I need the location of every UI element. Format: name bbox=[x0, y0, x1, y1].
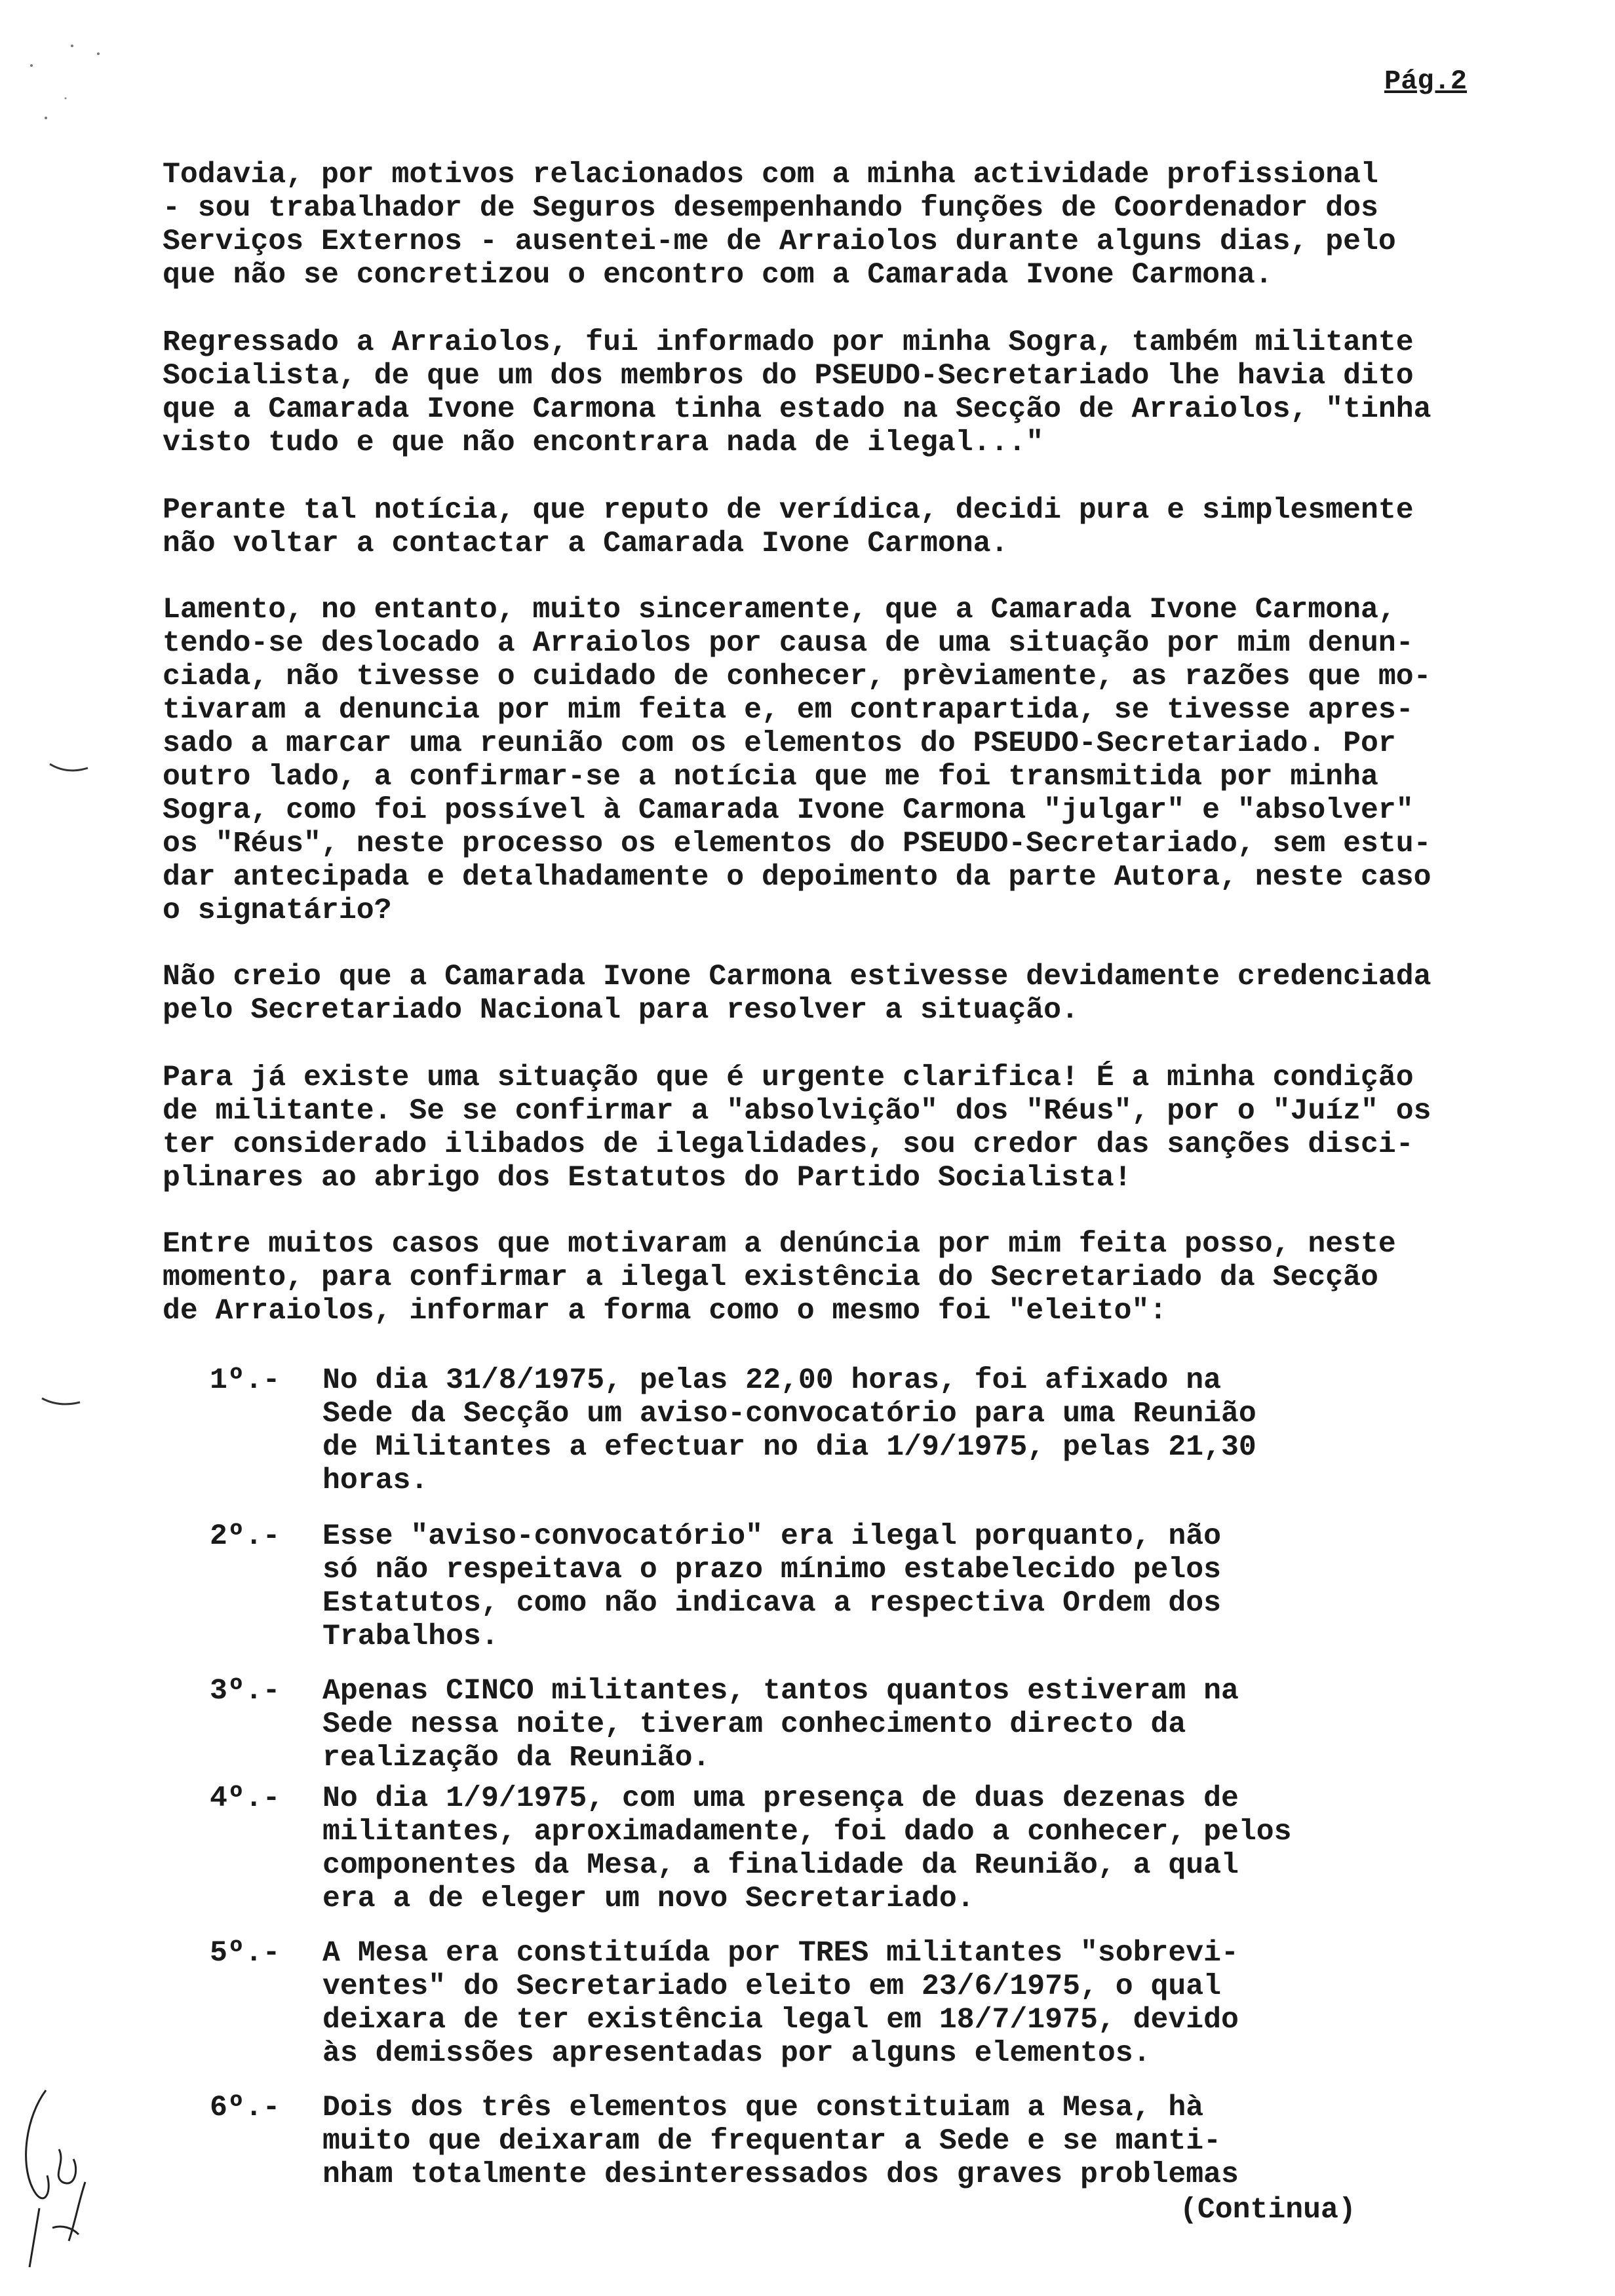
paragraph-4 bbox=[163, 594, 1578, 928]
paragraph-line: não voltar a contactar a Camarada Ivone Carmona. bbox=[163, 527, 1009, 560]
item-line: de Militantes a efectuar no dia 1/9/1975, pelas 21,30 bbox=[322, 1431, 1256, 1464]
paragraph-7 bbox=[163, 1228, 1578, 1328]
item-line: Sede da Secção um aviso-convocatório para uma Reunião bbox=[322, 1398, 1256, 1430]
paragraph-line: de Arraiolos, informar a forma como o mesmo foi "eleito": bbox=[163, 1295, 1167, 1328]
item-line: era a de eleger um novo Secretariado. bbox=[322, 1883, 975, 1915]
item-line: Estatutos, como não indicava a respectiva Ordem dos bbox=[322, 1587, 1222, 1620]
margin-tick-mark bbox=[39, 1392, 85, 1411]
margin-tick-mark bbox=[47, 759, 93, 778]
paragraph-6 bbox=[163, 1062, 1578, 1195]
item-number: 2º.- bbox=[210, 1520, 281, 1553]
paragraph-line: os "Réus", neste processo os elementos do PSEUDO-Secretariado, sem estu- bbox=[163, 828, 1431, 860]
paragraph-line: sado a marcar uma reunião com os elementos do PSEUDO-Secretariado. Por bbox=[163, 727, 1396, 760]
paragraph-line: que não se concretizou o encontro com a Camarada Ivone Carmona. bbox=[163, 259, 1273, 292]
item-line: No dia 31/8/1975, pelas 22,00 horas, foi afixado na bbox=[322, 1364, 1222, 1397]
paragraph-3 bbox=[163, 494, 1578, 561]
continued-note: (Continua) bbox=[1180, 2194, 1356, 2227]
paragraph-line: momento, para confirmar a ilegal existência do Secretariado da Secção bbox=[163, 1261, 1378, 1294]
item-number: 3º.- bbox=[210, 1675, 281, 1708]
paragraph-line: plinares ao abrigo dos Estatutos do Partido Socialista! bbox=[163, 1162, 1132, 1195]
paragraph-line: Regressado a Arraiolos, fui informado por minha Sogra, também militante bbox=[163, 326, 1414, 359]
paragraph-line: visto tudo e que não encontrara nada de ilegal..." bbox=[163, 427, 1044, 459]
paragraph-line: dar antecipada e detalhadamente o depoimento da parte Autora, neste caso bbox=[163, 861, 1431, 894]
item-number: 4º.- bbox=[210, 1782, 281, 1815]
item-line: Apenas CINCO militantes, tantos quantos estiveram na bbox=[322, 1675, 1239, 1708]
item-line: horas. bbox=[322, 1464, 429, 1497]
paragraph-line: ciada, não tivesse o cuidado de conhecer, prèviamente, as razões que mo- bbox=[163, 660, 1431, 693]
paragraph-line: que a Camarada Ivone Carmona tinha estado na Secção de Arraiolos, "tinha bbox=[163, 393, 1431, 426]
handwritten-initials bbox=[13, 2077, 105, 2274]
paragraph-line: Lamento, no entanto, muito sinceramente, que a Camarada Ivone Carmona, bbox=[163, 594, 1396, 626]
paragraph-5 bbox=[163, 961, 1578, 1027]
paragraph-line: - sou trabalhador de Seguros desempenhando funções de Coordenador dos bbox=[163, 192, 1378, 225]
paragraph-line: Todavia, por motivos relacionados com a minha actividade profissional bbox=[163, 159, 1378, 191]
item-line: muito que deixaram de frequentar a Sede e se manti- bbox=[322, 2125, 1222, 2158]
item-line: só não respeitava o prazo mínimo estabelecido pelos bbox=[322, 1554, 1222, 1586]
item-line: No dia 1/9/1975, com uma presença de duas dezenas de bbox=[322, 1782, 1239, 1815]
paragraph-line: o signatário? bbox=[163, 894, 392, 927]
item-line: Sede nessa noite, tiveram conhecimento directo da bbox=[322, 1708, 1186, 1741]
scan-speck-marks bbox=[26, 39, 125, 170]
paragraph-line: Serviços Externos - ausentei-me de Arraiolos durante alguns dias, pelo bbox=[163, 225, 1396, 258]
item-line: ventes" do Secretariado eleito em 23/6/1975, o qual bbox=[322, 1970, 1222, 2003]
item-line: A Mesa era constituída por TRES militantes "sobrevi- bbox=[322, 1937, 1239, 1970]
paragraph-line: Não creio que a Camarada Ivone Carmona estivesse devidamente credenciada bbox=[163, 961, 1431, 993]
item-line: às demissões apresentadas por alguns elementos. bbox=[322, 2037, 1151, 2070]
paragraph-line: Perante tal notícia, que reputo de verídica, decidi pura e simplesmente bbox=[163, 494, 1414, 527]
paragraph-line: Para já existe uma situação que é urgente clarifica! É a minha condição bbox=[163, 1062, 1414, 1094]
page-number: Pág.2 bbox=[1384, 66, 1468, 97]
item-line: Dois dos três elementos que constituiam a Mesa, hà bbox=[322, 2092, 1204, 2124]
item-line: Trabalhos. bbox=[322, 1620, 499, 1653]
item-line: militantes, aproximadamente, foi dado a conhecer, pelos bbox=[322, 1816, 1292, 1848]
paragraph-line: outro lado, a confirmar-se a notícia que me foi transmitida por minha bbox=[163, 761, 1378, 794]
item-line: nham totalmente desinteressados dos graves problemas bbox=[322, 2158, 1239, 2191]
item-line: componentes da Mesa, a finalidade da Reunião, a qual bbox=[322, 1849, 1239, 1882]
item-line: Esse "aviso-convocatório" era ilegal porquanto, não bbox=[322, 1520, 1222, 1553]
paragraph-2 bbox=[163, 326, 1578, 460]
paragraph-line: tivaram a denuncia por mim feita e, em contrapartida, se tivesse apres- bbox=[163, 694, 1414, 727]
paragraph-line: Entre muitos casos que motivaram a denúncia por mim feita posso, neste bbox=[163, 1228, 1396, 1261]
item-number: 1º.- bbox=[210, 1364, 281, 1397]
paragraph-1 bbox=[163, 159, 1578, 292]
item-line: deixara de ter existência legal em 18/7/1975, devido bbox=[322, 2004, 1239, 2037]
paragraph-line: Socialista, de que um dos membros do PSEUDO-Secretariado lhe havia dito bbox=[163, 360, 1414, 392]
paragraph-line: pelo Secretariado Nacional para resolver a situação. bbox=[163, 994, 1079, 1027]
paragraph-line: ter considerado ilibados de ilegalidades, sou credor das sanções disci- bbox=[163, 1128, 1414, 1161]
item-line: realização da Reunião. bbox=[322, 1742, 710, 1774]
paragraph-line: tendo-se deslocado a Arraiolos por causa de uma situação por mim denun- bbox=[163, 627, 1414, 660]
item-number: 5º.- bbox=[210, 1937, 281, 1970]
paragraph-line: de militante. Se se confirmar a "absolvição" dos "Réus", por o "Juíz" os bbox=[163, 1095, 1431, 1128]
paragraph-line: Sogra, como foi possível à Camarada Ivone Carmona "julgar" e "absolver" bbox=[163, 794, 1414, 827]
item-number: 6º.- bbox=[210, 2092, 281, 2124]
